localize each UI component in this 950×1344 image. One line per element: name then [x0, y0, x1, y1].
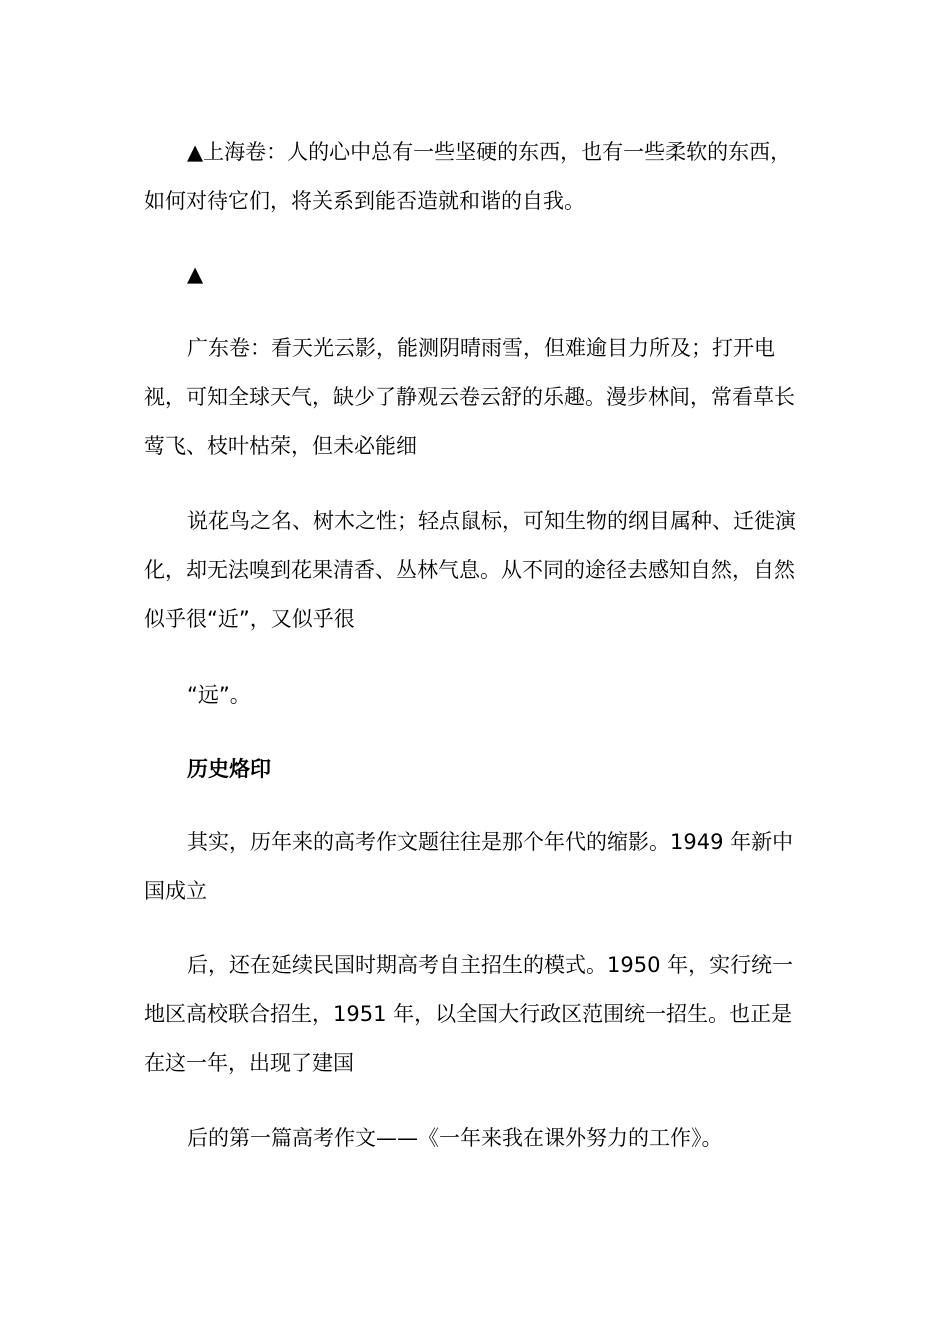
paragraph-history-part1: 其实，历年来的高考作文题往往是那个年代的缩影。1949 年新中国成立	[144, 830, 794, 903]
paragraph-history-part3: 后的第一篇高考作文——《一年来我在课外努力的工作》。	[187, 1126, 723, 1150]
paragraph-triangle-marker: ▲	[187, 262, 204, 286]
paragraph-guangdong-prompt-part3: “远”。	[187, 683, 251, 707]
paragraph-shanghai-prompt: ▲上海卷：人的心中总有一些坚硬的东西，也有一些柔软的东西，如何对待它们，将关系到能否造就和谐的自我。	[144, 140, 792, 213]
paragraph-guangdong-prompt-part2: 说花鸟之名、树木之性；轻点鼠标，可知生物的纲目属种、迁徙演化，却无法嗅到花果清香、丛林气息。从不同的途径去感知自然，自然似乎很“近”，又似乎很	[144, 509, 796, 631]
paragraph-history-part2: 后，还在延续民国时期高考自主招生的模式。1950 年，实行统一地区高校联合招生，1951 年，以全国大行政区范围统一招生。也正是在这一年，出现了建国	[144, 953, 794, 1075]
section-heading-history: 历史烙印	[187, 757, 271, 781]
paragraph-guangdong-prompt-part1: 广东卷：看天光云影，能测阴晴雨雪，但难逾目力所及；打开电视，可知全球天气，缺少了静观云卷云舒的乐趣。漫步林间，常看草长莺飞、枝叶枯荣，但未必能细	[144, 336, 795, 458]
